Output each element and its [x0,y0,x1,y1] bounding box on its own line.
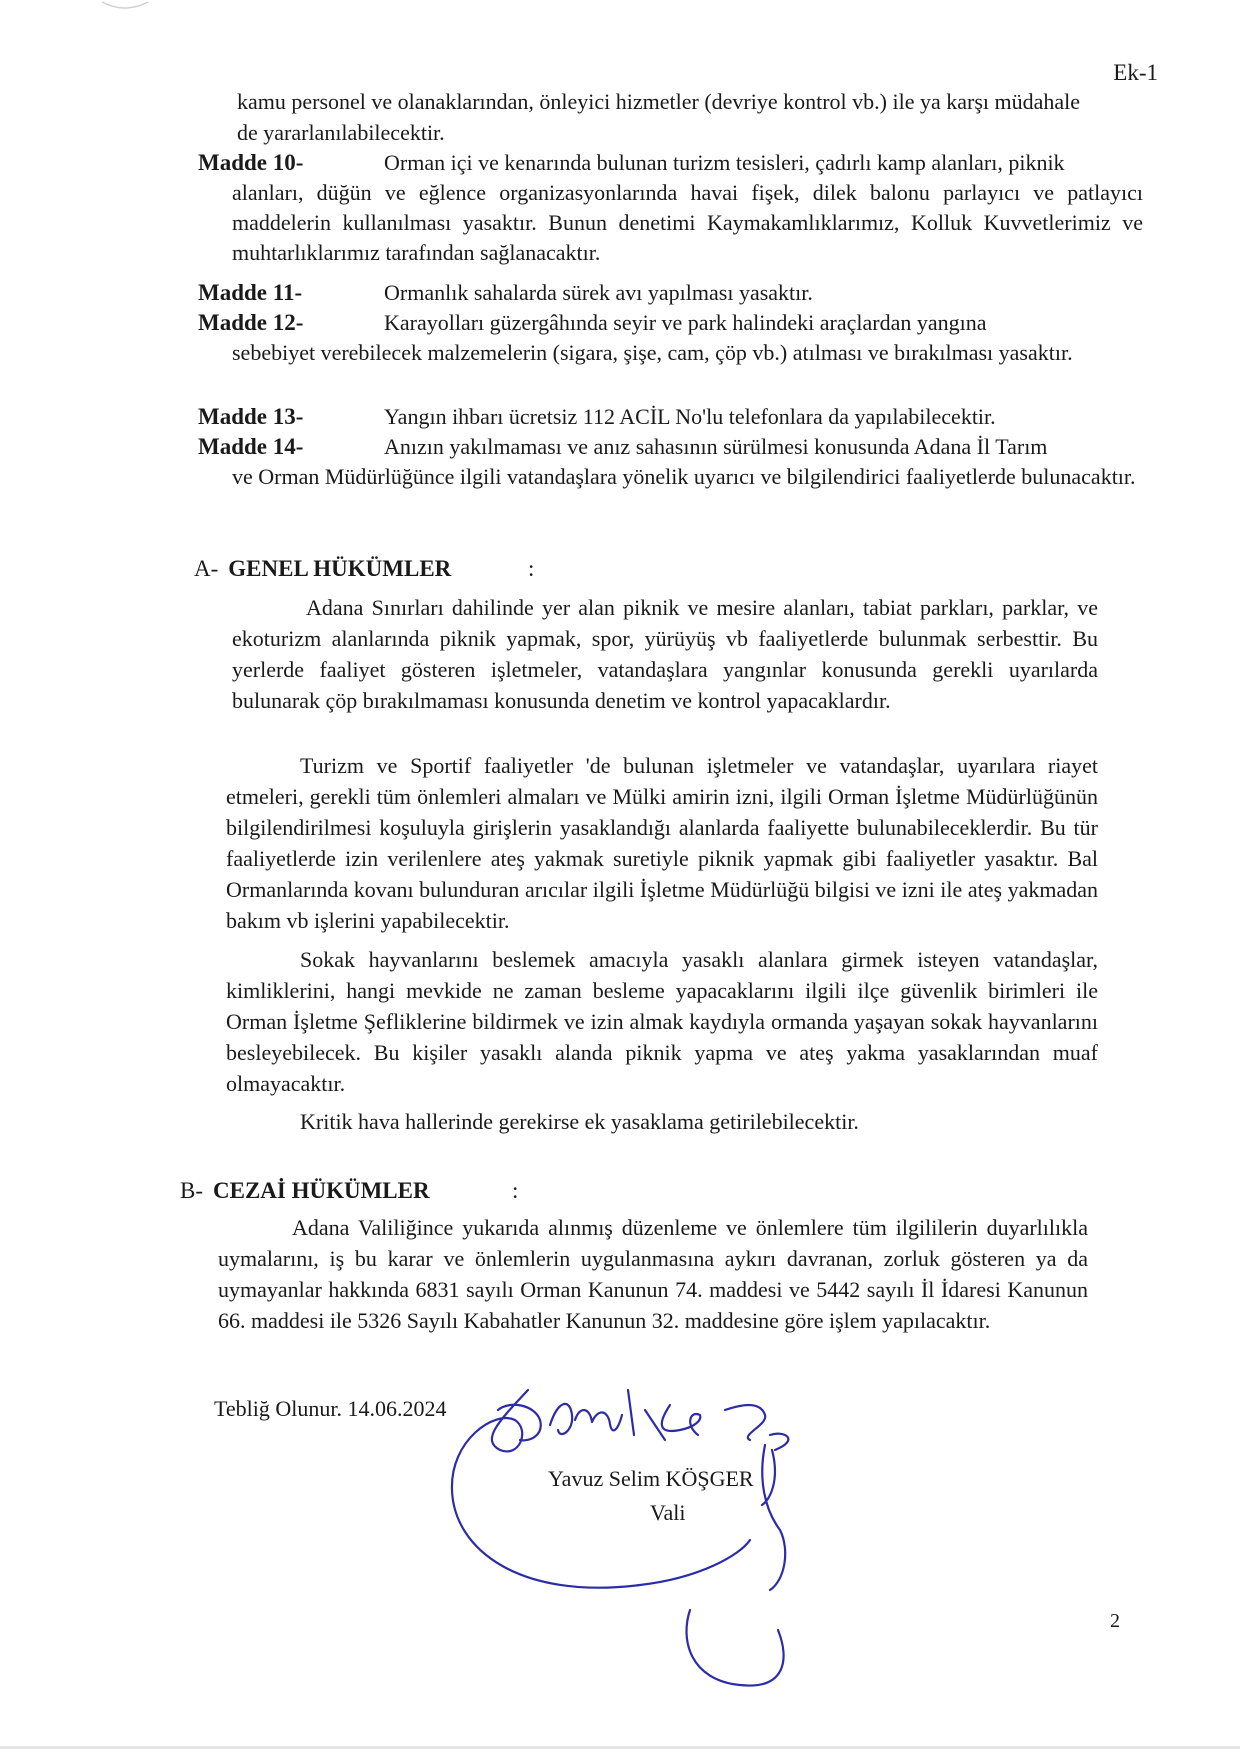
page-edge-mark [100,0,150,12]
article-label: Madde 11- [198,280,303,305]
article-first-line: Karayolları güzergâhında seyir ve park halindeki araçlardan yangına [384,310,987,335]
continuation-text: kamu personel ve olanaklarından, önleyici hizmetler (devriye kontrol vb.) ile ya karşı müdahale de yararlanılabilecektir. [237,89,1081,145]
annex-label: Ek-1 [1113,60,1158,85]
section-title: CEZAİ HÜKÜMLER [213,1178,430,1203]
page-number: 2 [1110,1610,1120,1632]
handwritten-signature [440,1380,890,1700]
article-14 [198,432,1143,492]
article-first-line: Orman içi ve kenarında bulunan turizm tesisleri, çadırlı kamp alanları, piknik [384,150,1065,175]
article-label: Madde 10- [198,150,304,175]
article-13 [198,402,1143,432]
article-label: Madde 12- [198,310,304,335]
page-bottom-edge [0,1746,1240,1749]
article-first-line: Ormanlık sahalarda sürek avı yapılması yasaktır. [384,280,813,305]
section-prefix: A- [194,556,219,581]
section-colon: : [528,556,535,581]
section-colon: : [512,1178,519,1203]
article-body: ve Orman Müdürlüğünce ilgili vatandaşlara yönelik uyarıcı ve bilgilendirici faaliyetlerde bulunacaktır. [232,464,1136,489]
section-prefix: B- [180,1178,203,1203]
notice-date: Tebliğ Olunur. 14.06.2024 [214,1396,447,1421]
article-12 [198,308,1143,368]
article-first-line: Anızın yakılmaması ve anız sahasının sürülmesi konusunda Adana İl Tarım [384,434,1048,459]
section-title: GENEL HÜKÜMLER [228,556,452,581]
section-b-paragraph-1: Adana Valiliğince yukarıda alınmış düzenleme ve önlemlere tüm ilgililerin duyarlılıkla uymalarını, iş bu karar ve önlemlerin uygulanmasına aykırı davranan, zorluk gösteren ya da uymayanlar hakkında 6831 sayılı Orman Kanunun 74. maddesi ve 5442 sayılı İl İdaresi Kanunun 66. maddesi ile 5326 Sayılı Kabahatler Kanunun 32. maddesine göre işlem yapılacaktır. [218,1215,1088,1333]
section-a-paragraph-4: Kritik hava hallerinde gerekirse ek yasaklama getirilebilecektir. [300,1109,859,1134]
article-body: alanları, düğün ve eğlence organizasyonlarında havai fişek, dilek balonu parlayıcı ve patlayıcı maddelerin kullanılması yasaktır. Bunun denetimi Kaymakamlıklarımız, Kolluk Kuvvetlerimiz ve muhtarlıklarımız tarafından sağlanacaktır. [232,180,1143,265]
section-b-heading [180,1178,519,1204]
section-a-heading [194,556,535,582]
article-label: Madde 13- [198,404,304,429]
article-first-line: Yangın ihbarı ücretsiz 112 ACİL No'lu telefonlara da yapılabilecektir. [384,404,996,429]
section-a-paragraph-2: Turizm ve Sportif faaliyetler 'de bulunan işletmeler ve vatandaşlar, uyarılara riayet etmeleri, gerekli tüm önlemleri almaları ve Mülki amirin izni, ilgili Orman İşletme Müdürlüğünün bilgilendirilmesi koşuluyla girişlerin yasaklandığı alanlarda faaliyette bulunabileceklerdir. Bu tür faaliyetlerde izin verilenlere ateş yakmak suretiyle piknik yapmak gibi faaliyetler yasaktır. Bal Ormanlarında kovanı bulunduran arıcılar ilgili İşletme Müdürlüğü bilgisi ve izni ile ateş yakmadan bakım vb işlerini yapabilecektir. [226,753,1098,933]
section-a-paragraph-3: Sokak hayvanlarını beslemek amacıyla yasaklı alanlara girmek isteyen vatandaşlar, kimliklerini, hangi mevkide ne zaman besleme yapacaklarını ilgili ilçe güvenlik birimleri ile Orman İşletme Şefliklerine bildirmek ve izin almak kaydıyla ormanda yaşayan sokak hayvanlarını besleyebilecek. Bu kişiler yasaklı alanda piknik yapma ve ateş yakma yasaklarından muaf olmayacaktır. [226,947,1098,1096]
section-a-paragraph-1: Adana Sınırları dahilinde yer alan piknik ve mesire alanları, tabiat parkları, parklar, ve ekoturizm alanlarında piknik yapmak, spor, yürüyüş vb faaliyetlerde bulunmak serbesttir. Bu yerlerde faaliyet gösteren işletmeler, vatandaşlara yangınlar konusunda gerekli uyarılarda bulunarak çöp bırakılmaması konusunda denetim ve kontrol yapacaklardır. [232,595,1098,713]
article-11 [198,278,1143,308]
article-label: Madde 14- [198,434,304,459]
signer-title: Vali [650,1500,686,1525]
article-10 [198,148,1143,268]
signer-name: Yavuz Selim KÖŞGER [548,1466,754,1491]
article-body: sebebiyet verebilecek malzemelerin (sigara, şişe, cam, çöp vb.) atılması ve bırakılması yasaktır. [232,340,1073,365]
